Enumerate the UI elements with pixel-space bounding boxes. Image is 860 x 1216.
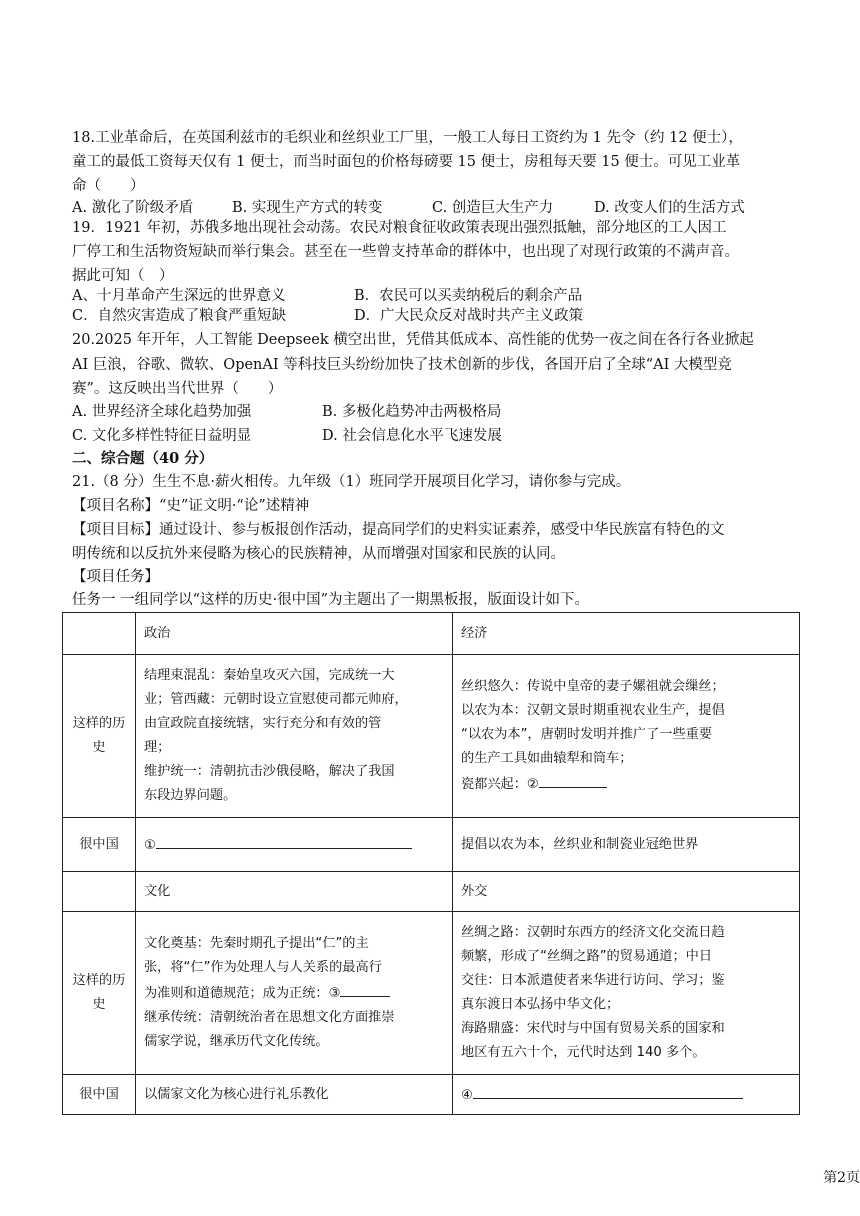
politics-text-5: 维护统一：清朝抗击沙俄侵略，解决了我国 <box>144 764 395 779</box>
q21-project-name: 【项目名称】“史”证文明·“论”述精神 <box>72 498 310 514</box>
economy-text-1: 丝织悠久：传说中皇帝的妻子嫘祖就会缫丝； <box>461 679 725 694</box>
q19-line2: 厂停工和生活物资短缺而举行集会。甚至在一些曾支持革命的群体中，也出现了对现行政策的不满声音。 <box>72 244 739 260</box>
q18-line2: 童工的最低工资每天仅有 1 便士，而当时面包的价格每磅要 15 便士，房租每天要 15 便士。可见工业革 <box>72 154 741 170</box>
q18-option-d[interactable]: D. 改变人们的生活方式 <box>594 200 745 216</box>
culture-line3-label: 为准则和道德规范；成为正统：③ <box>144 986 341 1001</box>
politics-chinese-cell <box>136 818 453 872</box>
q20-option-b[interactable]: B. 多极化趋势冲击两极格局 <box>322 404 502 420</box>
culture-history-cell <box>136 912 453 1075</box>
q19-option-a[interactable]: A、十月革命产生深远的世界意义 <box>72 288 286 304</box>
diplomacy-history-cell <box>453 912 800 1075</box>
answer-blank-3[interactable] <box>340 980 390 997</box>
empty-corner <box>63 613 136 655</box>
q20-option-d[interactable]: D. 社会信息化水平飞速发展 <box>322 428 502 444</box>
row-label-chinese: 很中国 <box>63 818 136 872</box>
row-label-chinese-2: 很中国 <box>63 1075 136 1115</box>
diplomacy-chinese-cell <box>453 1075 800 1115</box>
q18-option-a[interactable]: A. 激化了阶级矛盾 <box>72 200 194 216</box>
culture-text-4: 继承传统：清朝统治者在思想文化方面推崇 <box>144 1010 395 1025</box>
q19-option-b[interactable]: B．农民可以买卖纳税后的剩余产品 <box>354 288 583 304</box>
q20-line1: 20.2025 年开年，人工智能 Deepseek 横空出世，凭借其低成本、高性能的优势一夜之间在各行各业掀起 <box>72 332 754 348</box>
answer-blank-1[interactable] <box>156 832 412 849</box>
politics-text-3: 由宣政院直接统辖，实行充分和有效的管 <box>144 716 382 731</box>
q21-goal-line2: 明传统和以反抗外来侵略为核心的民族精神，从而增强对国家和民族的认同。 <box>72 546 565 562</box>
politics-text-1: 结理束混乱：秦始皇攻灭六国，完成统一大 <box>144 668 395 683</box>
diplomacy-text-1: 丝绸之路：汉朝时东西方的经济文化交流日趋 <box>461 925 725 940</box>
q19-option-d[interactable]: D．广大民众反对战时共产主义政策 <box>354 308 584 324</box>
empty-corner-2 <box>63 872 136 912</box>
q20-line2: AI 巨浪，谷歌、微软、OpenAI 等科技巨头纷纷加快了技术创新的步伐，各国开启了全球“AI 大模型竞 <box>72 357 732 373</box>
diplomacy-text-6: 地区有五六十个，元代时达到 140 多个。 <box>461 1045 706 1060</box>
answer-blank-4[interactable] <box>473 1082 743 1099</box>
answer-blank-2[interactable] <box>539 771 607 788</box>
header-economy: 经济 <box>453 613 800 655</box>
culture-text-3 <box>144 980 444 1006</box>
economy-text-3: “以农为本”，唐朝时发明并推广了一些重要 <box>461 727 713 742</box>
row-label-history-2: 这样的历史 <box>63 912 136 1075</box>
q19-option-c[interactable]: C．自然灾害造成了粮食严重短缺 <box>72 308 287 324</box>
row-label-history: 这样的历史 <box>63 655 136 818</box>
q21-task1: 任务一 一组同学以“这样的历史·很中国”为主题出了一期黑板报，版面设计如下。 <box>72 592 590 608</box>
diplomacy-text-4: 真东渡日本弘扬中华文化； <box>461 997 620 1012</box>
diplomacy-text-2: 频繁，形成了“丝绸之路”的贸易通道；中日 <box>461 949 713 964</box>
economy-text-2: 以农为本：汉朝文景时期重视农业生产，提倡 <box>461 703 725 718</box>
culture-chinese-cell: 以儒家文化为核心进行礼乐教化 <box>136 1075 453 1115</box>
blank-marker-1: ① <box>144 837 156 853</box>
header-politics: 政治 <box>136 613 453 655</box>
q18-option-c[interactable]: C. 创造巨大生产力 <box>432 200 554 216</box>
q20-line3: 赛”。这反映出当代世界（ ） <box>72 381 283 397</box>
q20-option-c[interactable]: C. 文化多样性特征日益明显 <box>72 428 252 444</box>
q19-line3: 据此可知（ ） <box>72 268 174 284</box>
q21-task-heading: 【项目任务】 <box>72 569 159 585</box>
blank-marker-4: ④ <box>461 1087 473 1103</box>
diplomacy-text-3: 交往：日本派遣使者来华进行访问、学习；鉴 <box>461 973 725 988</box>
economy-last-label: 瓷都兴起：② <box>461 777 539 792</box>
economy-text-4: 的生产工具如曲辕犁和筒车； <box>461 751 633 766</box>
q21-intro: 21.（8 分）生生不息·薪火相传。九年级（1）班同学开展项目化学习，请你参与完成。 <box>72 474 631 490</box>
q18-option-b[interactable]: B. 实现生产方式的转变 <box>232 200 383 216</box>
header-diplomacy: 外交 <box>453 872 800 912</box>
q18-line1: 18.工业革命后，在英国利兹市的毛织业和丝织业工厂里，一般工人每日工资约为 1 先令（约 12 便士）， <box>72 130 743 146</box>
politics-text-2: 业；管西藏：元朝时设立宣慰使司都元帅府， <box>144 692 408 707</box>
diplomacy-text-5: 海路鼎盛：宋代时与中国有贸易关系的国家和 <box>461 1021 725 1036</box>
blackboard-table <box>62 612 800 1115</box>
economy-text-5 <box>461 771 791 797</box>
politics-text-4: 理； <box>144 740 171 755</box>
culture-text-5: 儒家学说，继承历代文化传统。 <box>144 1034 329 1049</box>
q20-option-a[interactable]: A. 世界经济全球化趋势加强 <box>72 404 252 420</box>
q19-line1: 19．1921 年初，苏俄多地出现社会动荡。农民对粮食征收政策表现出强烈抵触，部分地区的工人因工 <box>72 220 727 236</box>
page-number: 第2页 <box>823 1170 860 1186</box>
culture-text-1: 文化奠基：先秦时期孔子提出“仁”的主 <box>144 936 369 951</box>
politics-history-cell <box>136 655 453 818</box>
politics-text-6: 东段边界问题。 <box>144 788 237 803</box>
q18-line3: 命（ ） <box>72 178 145 194</box>
section-heading: 二、综合题（40 分） <box>72 450 214 467</box>
q21-goal-line1: 【项目目标】通过设计、参与板报创作活动，提高同学们的史料实证素养，感受中华民族富有特色的文 <box>72 522 725 538</box>
culture-text-2: 张，将“仁”作为处理人与人关系的最高行 <box>144 960 382 975</box>
economy-history-cell <box>453 655 800 818</box>
header-culture: 文化 <box>136 872 453 912</box>
economy-chinese-cell: 提倡以农为本，丝织业和制瓷业冠绝世界 <box>453 818 800 872</box>
